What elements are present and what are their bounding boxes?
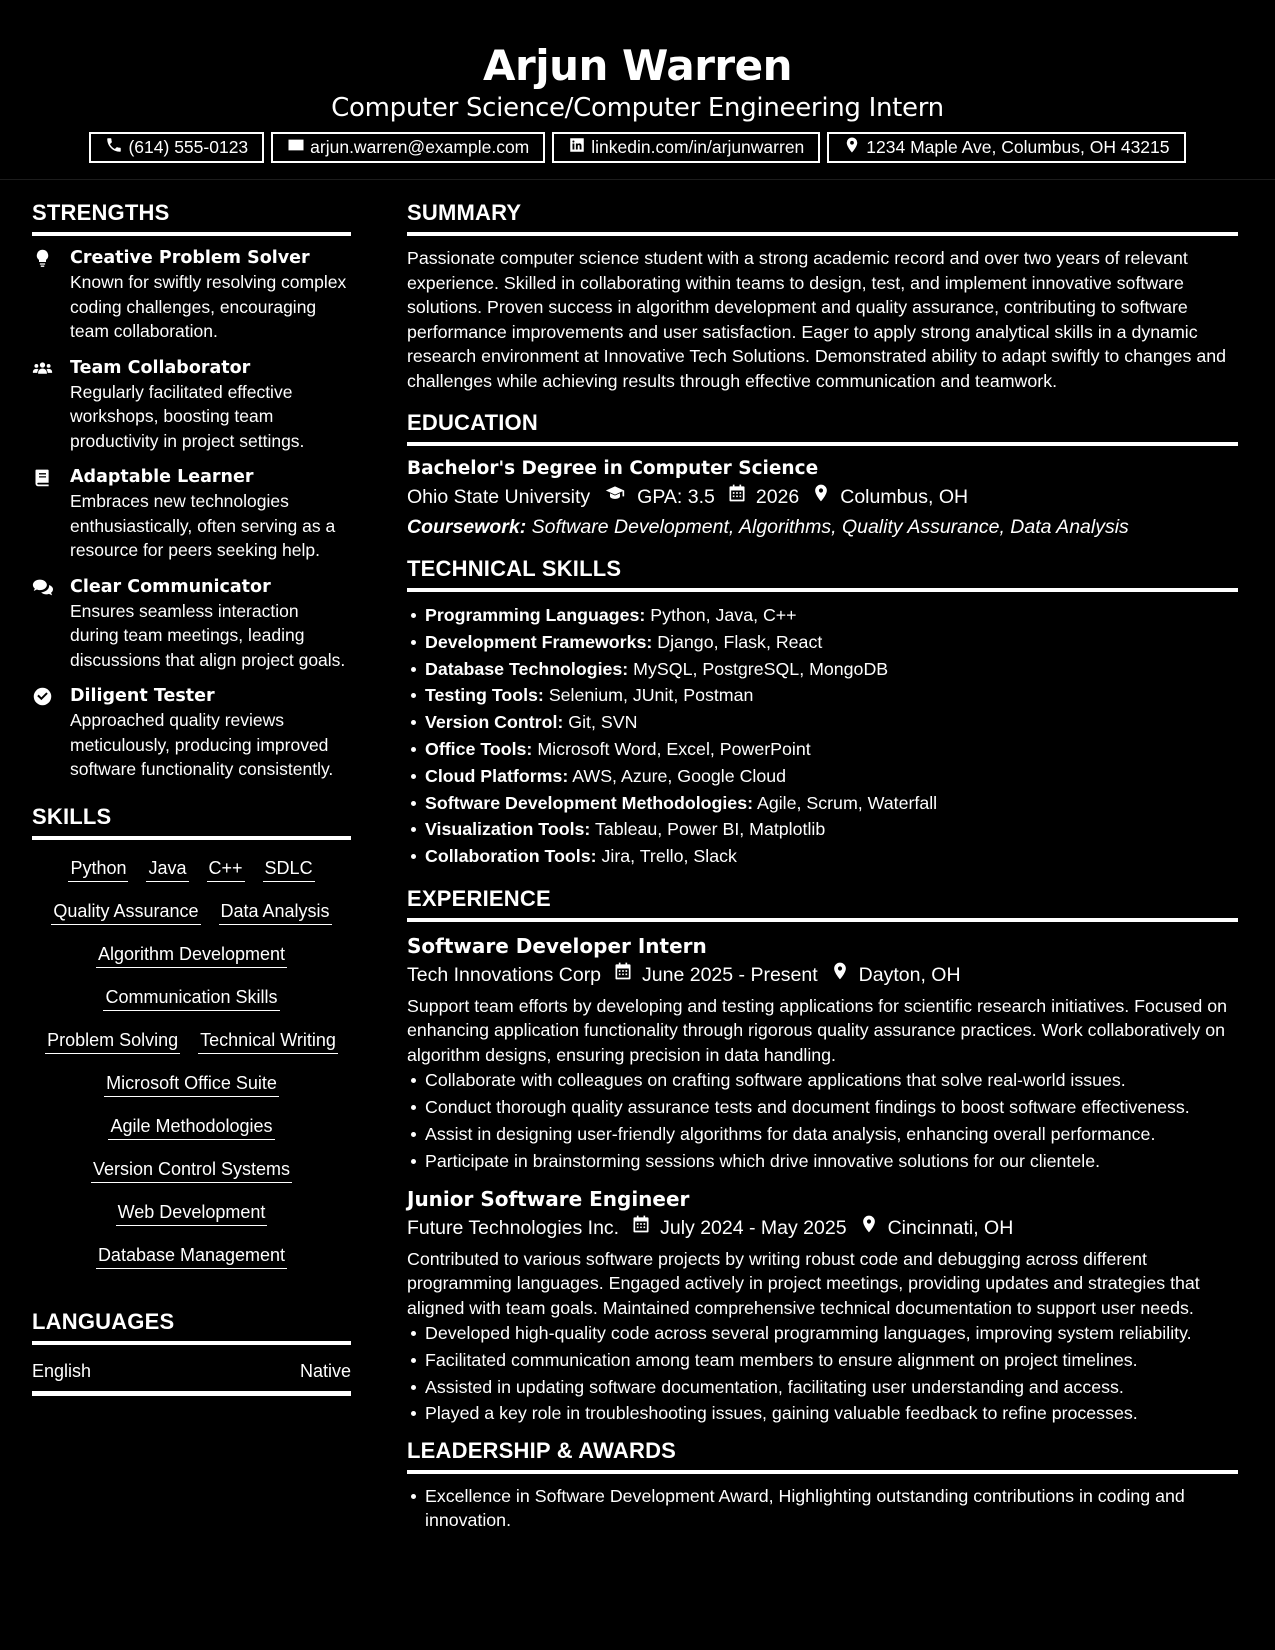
skill-label: Programming Languages: — [425, 605, 646, 625]
job-meta — [407, 1213, 1238, 1243]
map-pin-icon — [843, 136, 861, 159]
left-column — [32, 200, 351, 1532]
phone-text: (614) 555-0123 — [128, 137, 249, 157]
skill-tag: Quality Assurance — [51, 899, 200, 925]
skill-tag: Web Development — [116, 1200, 268, 1226]
skill-tag: Version Control Systems — [91, 1157, 292, 1183]
lightbulb-icon — [32, 246, 70, 344]
strength-desc: Regularly facilitated effective workshops, boosting team productivity in project settings. — [70, 381, 305, 451]
school-name: Ohio State University — [407, 486, 591, 508]
linkedin-icon — [568, 136, 586, 159]
list-item: Facilitated communication among team members to ensure alignment on project timelines. — [407, 1348, 1238, 1372]
graduation-cap-icon — [590, 482, 637, 512]
resume-body — [0, 180, 1275, 1532]
strength-desc: Embraces new technologies enthusiastically, often serving as a resource for peers seeking help. — [70, 491, 336, 560]
skill-tag: Technical Writing — [198, 1028, 338, 1054]
skill-label: Cloud Platforms: — [425, 765, 569, 786]
skill-value: Agile, Scrum, Waterfall — [756, 792, 938, 813]
contact-phone[interactable] — [89, 132, 264, 163]
check-circle-icon — [32, 684, 70, 782]
contact-email[interactable] — [271, 132, 545, 163]
coursework-label: Coursework: — [407, 516, 527, 538]
list-item — [407, 843, 1238, 870]
email-text: arjun.warren@example.com — [310, 137, 530, 157]
skill-tag: Java — [146, 856, 188, 882]
linkedin-text: linkedin.com/in/arjunwarren — [591, 137, 805, 157]
list-item: Played a key role in troubleshooting issues, gaining valuable feedback to refine processes. — [407, 1401, 1238, 1425]
strength-item — [32, 246, 351, 344]
job-title: Junior Software Engineer — [407, 1186, 690, 1211]
education-meta — [407, 482, 1238, 512]
summary-heading: SUMMARY — [407, 200, 1238, 236]
skill-label: Database Technologies: — [425, 658, 629, 679]
strength-desc: Approached quality reviews meticulously, producing improved software functionality consistently. — [70, 710, 334, 779]
list-item: Assisted in updating software documentation, facilitating user understanding and access. — [407, 1375, 1238, 1399]
phone-icon — [105, 136, 123, 159]
job-bullets — [407, 1068, 1238, 1172]
summary-text: Passionate computer science student with a strong academic record and over two years of relevant experience. Skilled in collaborating within teams to design, test, and implement innovative software solutions. Proven success in algorithm development and quality assurance, contributing to software performance improvements and user satisfaction. Eager to apply strong analytical skills in a dynamic research environment at Innovative Tech Solutions. Demonstrated ability to adapt swiftly to changes and challenges while achieving results through effective communication and teamwork. — [407, 248, 1227, 391]
skill-value: Microsoft Word, Excel, PowerPoint — [537, 738, 811, 759]
list-item — [407, 790, 1238, 817]
skill-label: Software Development Methodologies: — [425, 792, 753, 813]
job-title: Software Developer Intern — [407, 933, 707, 958]
job-entry — [407, 932, 1238, 1173]
skill-label: Collaboration Tools: — [425, 846, 597, 867]
candidate-name: Arjun Warren — [482, 41, 793, 90]
skill-tag: Microsoft Office Suite — [104, 1071, 279, 1097]
company-name: Future Technologies Inc. — [407, 1216, 620, 1239]
company-name: Tech Innovations Corp — [407, 963, 602, 986]
language-name: English — [32, 1360, 92, 1381]
skill-tag: Problem Solving — [45, 1028, 180, 1054]
job-dates: July 2024 - May 2025 — [660, 1216, 847, 1239]
skill-label: Development Frameworks: — [425, 631, 653, 652]
calendar-icon — [619, 1213, 660, 1243]
skill-tag: SDLC — [263, 856, 315, 882]
list-item — [407, 816, 1238, 843]
technical-skills-list — [407, 602, 1238, 870]
strength-item — [32, 575, 351, 673]
technical-skills-heading: TECHNICAL SKILLS — [407, 556, 1238, 592]
job-bullets — [407, 1321, 1238, 1425]
coursework — [407, 512, 1238, 542]
skill-label: Office Tools: — [425, 738, 533, 759]
contact-bar — [0, 132, 1275, 163]
list-item — [407, 656, 1238, 683]
contact-address[interactable] — [827, 132, 1185, 163]
coursework-list: Software Development, Algorithms, Quality Assurance, Data Analysis — [531, 516, 1129, 538]
skill-label: Testing Tools: — [425, 685, 544, 706]
job-meta — [407, 960, 1238, 990]
job-description: Support team efforts by developing and testing applications for scientific research initiatives. Focused on enhancing application functionality through rigorous quality assurance practices. Work collaboratively on algorithm designs, ensuring precision in data handling. — [407, 995, 1228, 1065]
strength-desc: Ensures seamless interaction during team meetings, leading discussions that align project goals. — [70, 600, 346, 670]
job-location: Dayton, OH — [858, 963, 961, 986]
list-item — [407, 763, 1238, 790]
list-item: Excellence in Software Development Award, Highlighting outstanding contributions in coding and innovation. — [407, 1484, 1238, 1532]
job-dates: June 2025 - Present — [642, 963, 818, 986]
map-pin-icon — [847, 1213, 888, 1243]
book-icon — [32, 465, 70, 563]
school-location: Columbus, OH — [840, 486, 969, 508]
map-pin-icon — [818, 960, 859, 990]
strength-item — [32, 356, 351, 454]
language-level: Native — [299, 1360, 351, 1381]
strength-desc: Known for swiftly resolving complex coding challenges, encouraging team collaboration. — [70, 272, 347, 341]
calendar-icon — [715, 482, 756, 512]
skill-value: Selenium, JUnit, Postman — [548, 685, 754, 706]
languages-heading: LANGUAGES — [32, 1309, 351, 1345]
skill-tag: Agile Methodologies — [108, 1114, 274, 1140]
calendar-icon — [601, 960, 642, 990]
skill-value: Tableau, Power BI, Matplotlib — [594, 819, 826, 840]
users-icon — [32, 356, 70, 454]
skill-tag: Database Management — [96, 1243, 287, 1269]
strength-title: Adaptable Learner — [70, 467, 254, 487]
awards-list — [407, 1484, 1238, 1532]
skill-value: Python, Java, C++ — [650, 605, 797, 625]
strength-title: Team Collaborator — [70, 357, 251, 378]
skills-heading: SKILLS — [32, 804, 351, 840]
language-item — [32, 1355, 351, 1396]
skill-value: MySQL, PostgreSQL, MongoDB — [633, 658, 889, 679]
skills-tags — [32, 850, 351, 1269]
skill-value: Django, Flask, React — [657, 631, 823, 652]
skill-value: Jira, Trello, Slack — [601, 846, 737, 867]
gpa-text: GPA: 3.5 — [637, 486, 715, 508]
job-description: Contributed to various software projects by writing robust code and debugging across different programming languages. Engaged actively in project meetings, providing updates and strategies that aligned with team goals. Maintained comprehensive technical documentation to support user needs. — [407, 1248, 1200, 1318]
skill-value: AWS, Azure, Google Cloud — [572, 765, 787, 786]
strengths-heading: STRENGTHS — [32, 200, 351, 236]
job-entry — [407, 1185, 1238, 1426]
candidate-title: Computer Science/Computer Engineering Intern — [331, 93, 944, 123]
list-item — [407, 736, 1238, 763]
skill-tag: C++ — [207, 856, 245, 882]
strengths-list — [32, 246, 351, 782]
resume-header — [0, 0, 1275, 180]
list-item: Developed high-quality code across several programming languages, improving system reliability. — [407, 1321, 1238, 1345]
skill-tag: Python — [68, 856, 128, 882]
strength-item — [32, 684, 351, 782]
degree-title: Bachelor's Degree in Computer Science — [407, 458, 819, 479]
right-column — [407, 200, 1238, 1532]
skill-tag: Data Analysis — [219, 899, 332, 925]
map-pin-icon — [799, 482, 840, 512]
comments-icon — [32, 575, 70, 673]
skill-label: Visualization Tools: — [425, 819, 591, 840]
strength-title: Creative Problem Solver — [70, 248, 310, 268]
strength-title: Diligent Tester — [70, 686, 215, 706]
skill-label: Version Control: — [425, 712, 564, 733]
skill-value: Git, SVN — [568, 712, 638, 733]
list-item — [407, 602, 1238, 629]
contact-linkedin[interactable] — [552, 132, 820, 163]
address-text: 1234 Maple Ave, Columbus, OH 43215 — [866, 137, 1170, 157]
strength-title: Clear Communicator — [70, 576, 271, 597]
list-item: Assist in designing user-friendly algorithms for data analysis, enhancing overall performance. — [407, 1122, 1238, 1146]
list-item — [407, 709, 1238, 736]
skill-tag: Communication Skills — [103, 985, 279, 1011]
list-item — [407, 682, 1238, 709]
job-location: Cincinnati, OH — [887, 1216, 1014, 1239]
awards-heading: LEADERSHIP & AWARDS — [407, 1438, 1238, 1474]
education-heading: EDUCATION — [407, 410, 1238, 446]
list-item: Conduct thorough quality assurance tests and document findings to boost software effectiveness. — [407, 1095, 1238, 1119]
experience-heading: EXPERIENCE — [407, 886, 1238, 922]
list-item: Participate in brainstorming sessions which drive innovative solutions for our clientele. — [407, 1149, 1238, 1173]
skill-tag: Algorithm Development — [96, 942, 287, 968]
graduation-year: 2026 — [755, 486, 800, 508]
list-item: Collaborate with colleagues on crafting software applications that solve real-world issues. — [407, 1068, 1238, 1092]
strength-item — [32, 465, 351, 563]
list-item — [407, 629, 1238, 656]
envelope-icon — [287, 136, 305, 159]
